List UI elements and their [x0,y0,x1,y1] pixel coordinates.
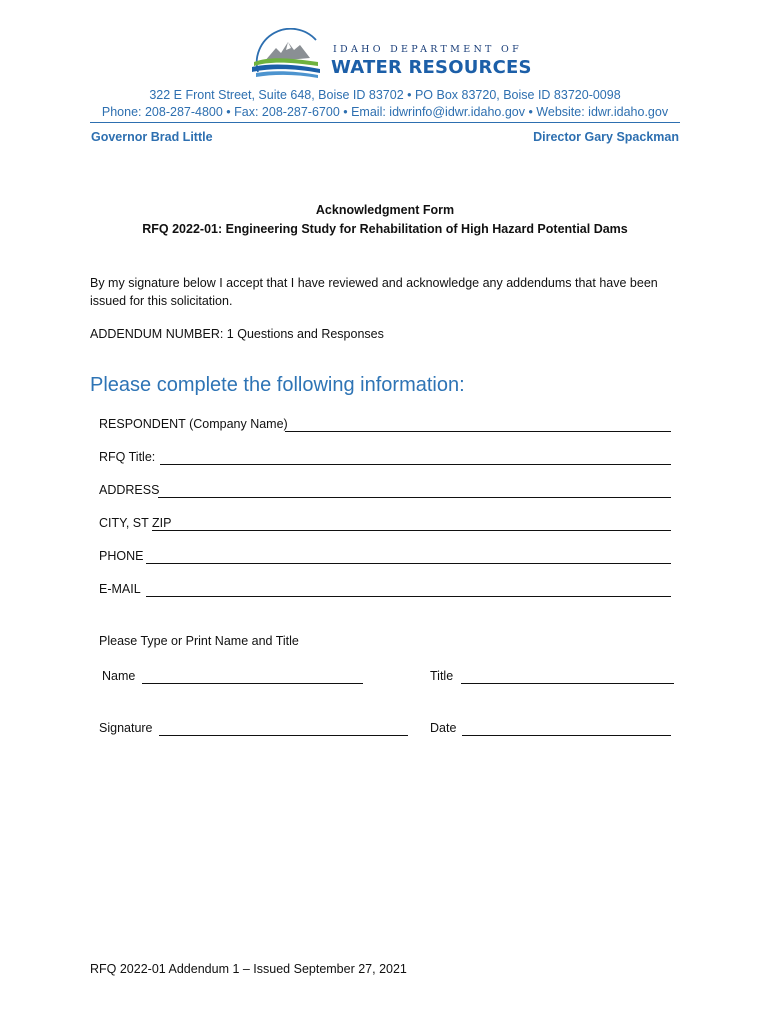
rfq-subtitle: RFQ 2022-01: Engineering Study for Rehabilitation of High Hazard Potential Dams [142,222,628,236]
address-label: ADDRESS [99,483,160,497]
mountain-water-logo-icon [250,28,326,82]
date-field[interactable] [462,735,671,736]
signature-field[interactable] [159,735,408,736]
city-state-zip-field[interactable] [152,530,671,531]
title-field[interactable] [461,683,674,684]
logo-department-text: IDAHO DEPARTMENT OF [333,44,522,55]
respondent-field[interactable] [285,431,671,432]
city-state-zip-label: CITY, ST ZIP [99,516,172,530]
director-name: Director Gary Spackman [533,130,679,144]
footer-text: RFQ 2022-01 Addendum 1 – Issued September 27, 2021 [90,962,407,976]
title-label: Title [430,669,454,683]
address-field[interactable] [158,497,671,498]
phone-field[interactable] [146,563,671,564]
address-line: 322 E Front Street, Suite 648, Boise ID 83702 • PO Box 83720, Boise ID 83720-0098 [149,88,621,102]
rfq-title-field[interactable] [160,464,671,465]
section-heading: Please complete the following information: [90,374,465,396]
contact-line: Phone: 208-287-4800 • Fax: 208-287-6700 • Email: idwrinfo@idwr.idaho.gov • Website: idwr.idaho.gov [101,105,669,119]
logo-water-resources-text: WATER RESOURCES [331,57,532,78]
form-title: Acknowledgment Form [315,203,455,217]
email-label: E-MAIL [99,582,141,596]
respondent-label: RESPONDENT (Company Name) [99,417,288,431]
governor-name: Governor Brad Little [91,130,213,144]
phone-label: PHONE [99,549,144,563]
addendum-number: ADDENDUM NUMBER: 1 Questions and Responses [90,327,384,341]
acknowledgment-paragraph: By my signature below I accept that I have reviewed and acknowledge any addendums that have been issued for this solicitation. [90,276,658,308]
rfq-title-label: RFQ Title: [99,450,156,464]
date-label: Date [430,721,457,735]
email-field[interactable] [146,596,671,597]
print-instruction: Please Type or Print Name and Title [99,634,299,648]
name-label: Name [102,669,136,683]
name-field[interactable] [142,683,363,684]
header-divider [90,122,680,123]
signature-label: Signature [99,721,153,735]
